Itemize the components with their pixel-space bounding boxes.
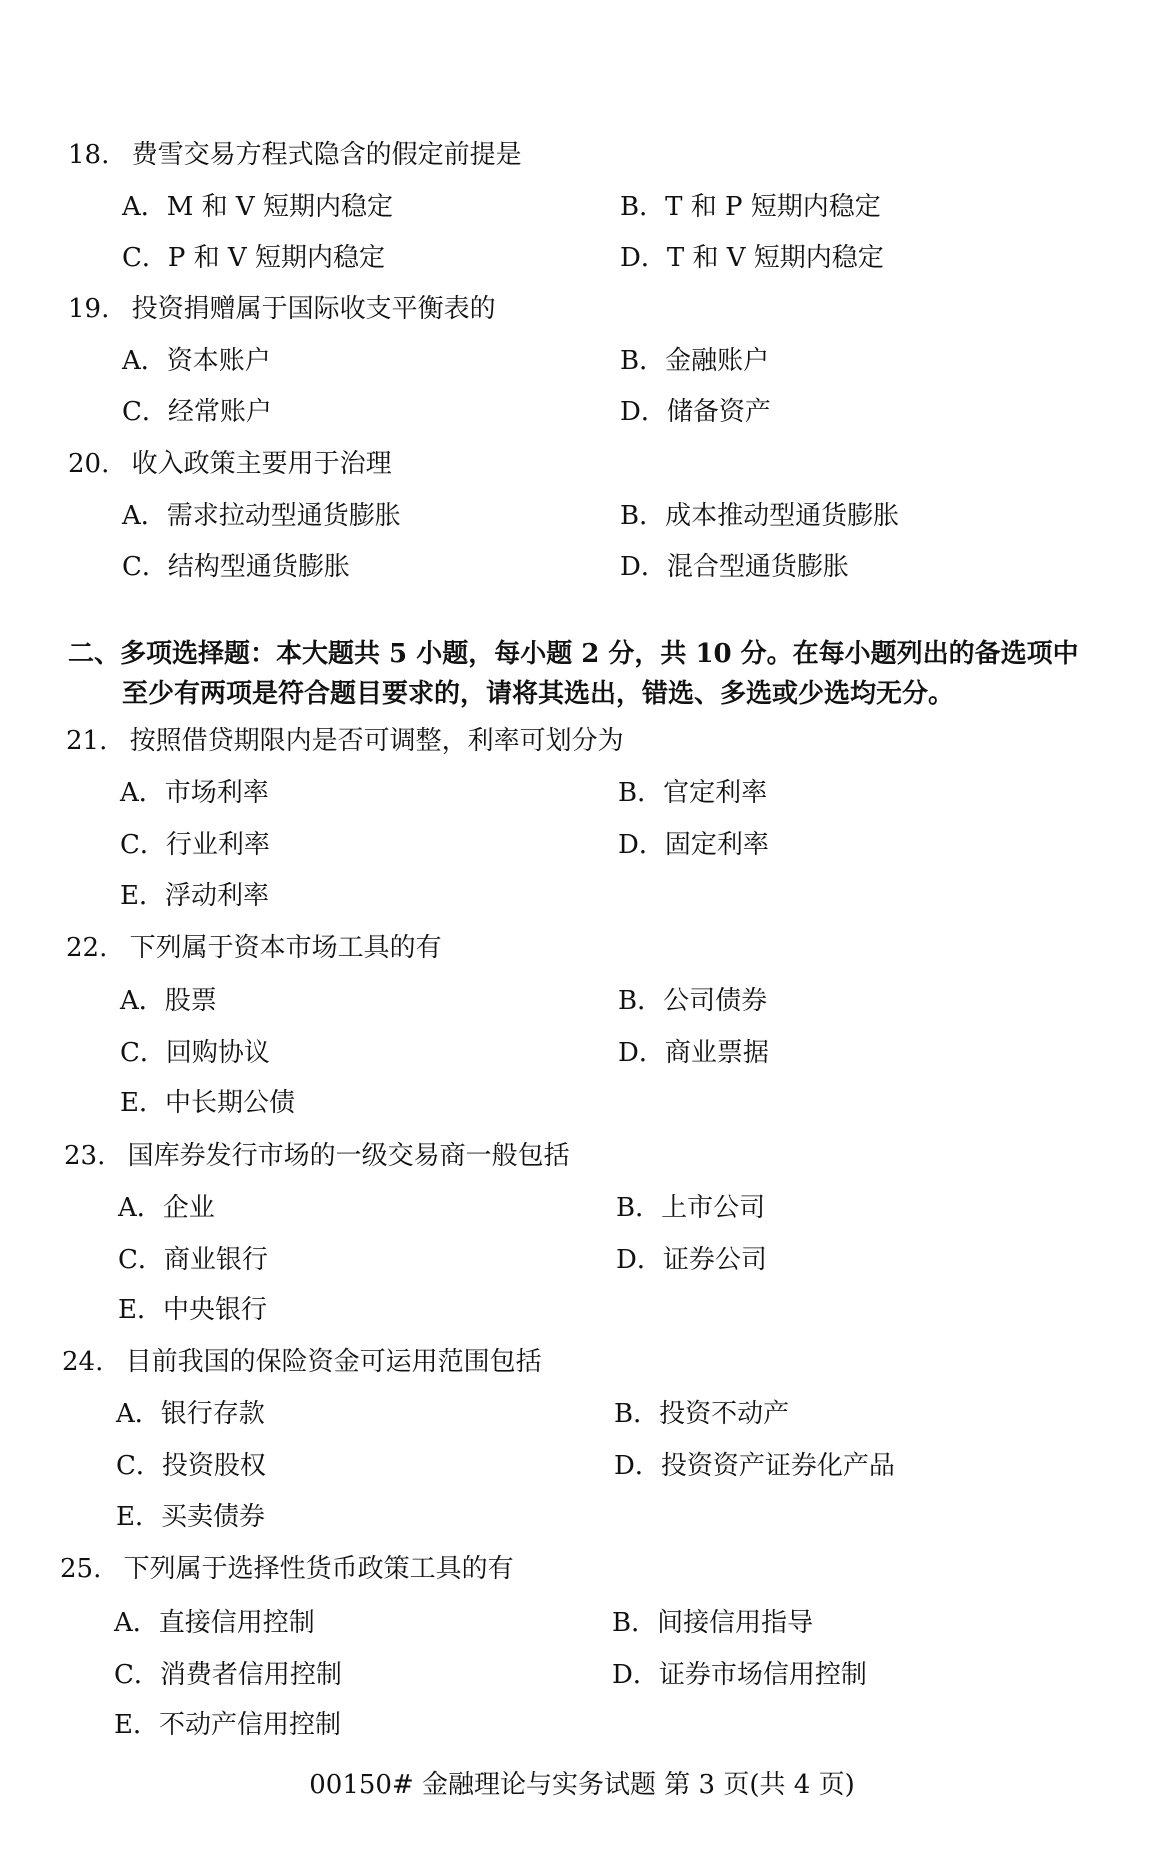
option-a: A．直接信用控制 <box>114 1608 315 1638</box>
question-18 <box>68 138 522 172</box>
option-c: C．投资股权 <box>116 1451 266 1481</box>
option-d: D．证券公司 <box>616 1245 767 1275</box>
option-d: D．储备资产 <box>620 397 771 427</box>
question-19 <box>68 292 496 326</box>
question-number: 22. <box>66 933 108 963</box>
option-b: B．公司债券 <box>618 986 768 1016</box>
option-a: A．股票 <box>120 986 217 1016</box>
question-stem: 收入政策主要用于治理 <box>131 449 392 479</box>
question-number: 23. <box>64 1141 106 1171</box>
option-b: B．金融账户 <box>620 346 770 376</box>
option-c: C．商业银行 <box>118 1245 268 1275</box>
question-stem: 目前我国的保险资金可运用范围包括 <box>125 1347 542 1377</box>
question-stem: 国库券发行市场的一级交易商一般包括 <box>127 1141 570 1171</box>
page-footer: 00150# 金融理论与实务试题 第 3 页(共 4 页) <box>309 1770 855 1800</box>
question-number: 24. <box>62 1347 104 1377</box>
option-b: B．成本推动型通货膨胀 <box>620 501 900 531</box>
option-b: B．投资不动产 <box>614 1399 790 1429</box>
option-a: A．市场利率 <box>120 778 269 808</box>
section-header-line2: 至少有两项是符合题目要求的，请将其选出，错选、多选或少选均无分。 <box>122 679 955 709</box>
question-25 <box>60 1552 514 1586</box>
option-e: E．买卖债券 <box>116 1502 265 1532</box>
question-number: 19. <box>68 294 110 324</box>
question-stem: 投资捐赠属于国际收支平衡表的 <box>131 294 496 324</box>
question-24 <box>62 1345 542 1379</box>
question-20 <box>68 447 392 481</box>
option-b: B．T 和 P 短期内稳定 <box>620 192 881 222</box>
option-e: E．中长期公债 <box>120 1088 295 1118</box>
option-b: B．间接信用指导 <box>612 1608 814 1638</box>
option-d: D．证券市场信用控制 <box>612 1660 867 1690</box>
option-e: E．中央银行 <box>118 1295 267 1325</box>
option-a: A．资本账户 <box>122 346 271 376</box>
option-d: D．T 和 V 短期内稳定 <box>620 243 884 273</box>
option-d: D．商业票据 <box>618 1038 769 1068</box>
option-a: A．M 和 V 短期内稳定 <box>122 192 393 222</box>
option-a: A．需求拉动型通货膨胀 <box>122 501 401 531</box>
option-b: B．上市公司 <box>616 1193 766 1223</box>
question-22 <box>66 931 442 965</box>
option-d: D．投资资产证券化产品 <box>614 1451 895 1481</box>
section-header-line1: 二、多项选择题：本大题共 5 小题，每小题 2 分，共 10 分。在每小题列出的备选项中 <box>68 639 1079 669</box>
question-stem: 按照借贷期限内是否可调整，利率可划分为 <box>129 726 624 756</box>
question-stem: 费雪交易方程式隐含的假定前提是 <box>131 140 522 170</box>
question-23 <box>64 1139 570 1173</box>
question-number: 21. <box>66 726 108 756</box>
option-c: C．P 和 V 短期内稳定 <box>122 243 385 273</box>
option-c: C．结构型通货膨胀 <box>122 552 350 582</box>
option-c: C．经常账户 <box>122 397 272 427</box>
question-number: 18. <box>68 140 110 170</box>
option-a: A．银行存款 <box>116 1399 265 1429</box>
option-e: E．不动产信用控制 <box>114 1710 341 1740</box>
question-number: 20. <box>68 449 110 479</box>
option-d: D．混合型通货膨胀 <box>620 552 849 582</box>
option-a: A．企业 <box>118 1193 215 1223</box>
option-c: C．回购协议 <box>120 1038 270 1068</box>
option-b: B．官定利率 <box>618 778 768 808</box>
option-c: C．消费者信用控制 <box>114 1660 342 1690</box>
question-stem: 下列属于选择性货币政策工具的有 <box>123 1554 514 1584</box>
question-stem: 下列属于资本市场工具的有 <box>129 933 442 963</box>
option-d: D．固定利率 <box>618 830 769 860</box>
option-e: E．浮动利率 <box>120 881 269 911</box>
question-21 <box>66 724 624 758</box>
option-c: C．行业利率 <box>120 830 270 860</box>
question-number: 25. <box>60 1554 102 1584</box>
